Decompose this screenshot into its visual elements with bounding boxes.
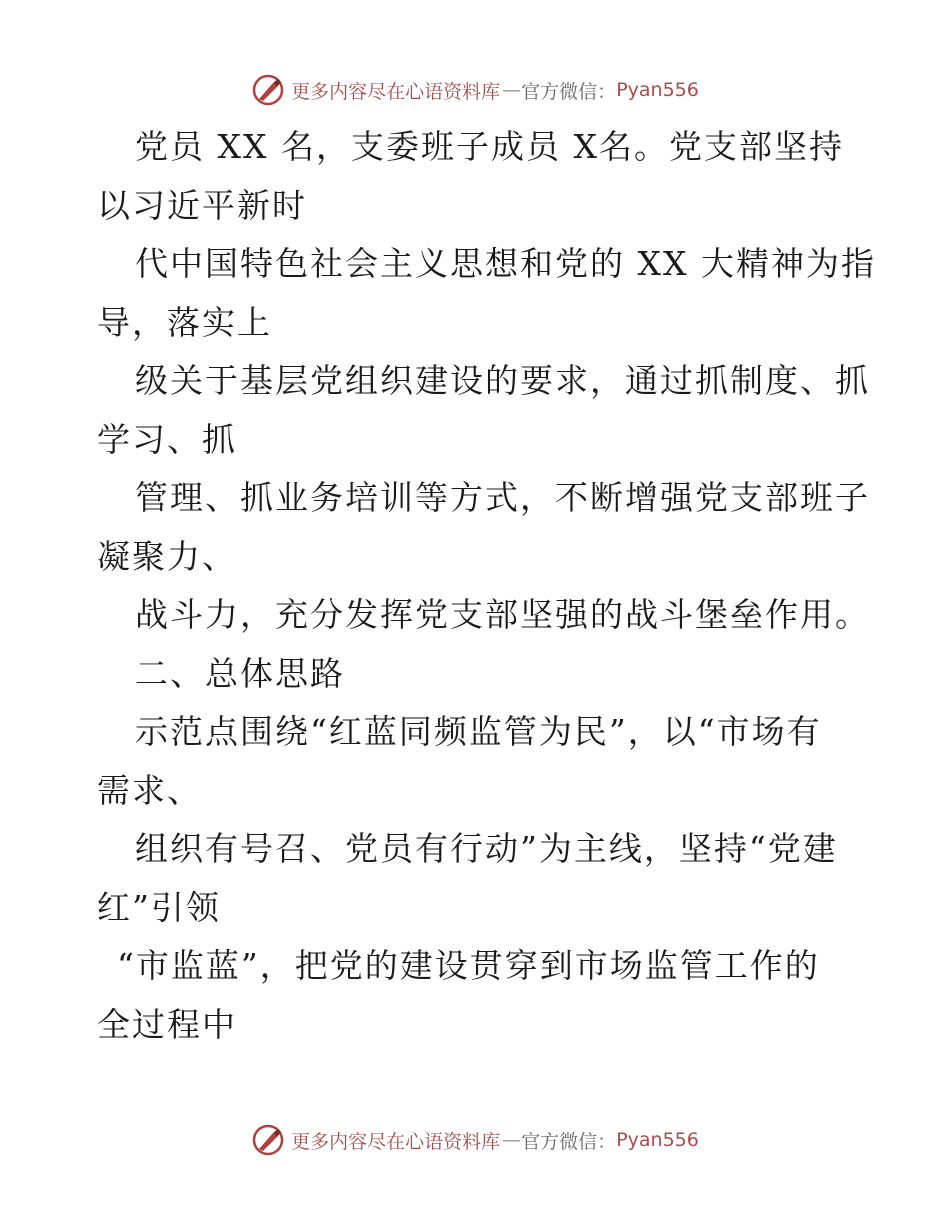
document-body <box>97 118 876 1054</box>
body-line: 战斗力，充分发挥党支部坚强的战斗堡垒作用。 <box>135 595 870 634</box>
watermark-id: Pyan556 <box>616 79 699 101</box>
pen-logo-icon <box>251 73 285 107</box>
body-line: 党员 XX 名，支委班子成员 X名。党支部坚持 <box>135 127 844 166</box>
body-line: 以习近平新时 <box>97 185 307 225</box>
watermark-text: 更多内容尽在心语资料库 <box>291 80 501 103</box>
section-heading: 二、总体思路 <box>135 653 345 693</box>
watermark-dash: — <box>502 79 520 101</box>
body-line: 学习、抓 <box>97 419 237 459</box>
watermark-dash: — <box>502 1129 520 1151</box>
body-line: 需求、 <box>97 770 202 810</box>
body-line: “市监蓝”，把党的建设贯穿到市场监管工作的 <box>117 946 820 985</box>
body-line: 级关于基层党组织建设的要求，通过抓制度、抓 <box>135 361 870 400</box>
body-line: 凝聚力、 <box>97 536 237 576</box>
watermark-text: 更多内容尽在心语资料库 <box>291 1130 501 1153</box>
watermark-id: Pyan556 <box>616 1129 699 1151</box>
body-line: 代中国特色社会主义思想和党的 XX 大精神为指 <box>135 244 876 283</box>
body-line: 全过程中 <box>97 1004 237 1044</box>
body-line: 红”引领 <box>97 887 221 927</box>
body-line: 组织有号召、党员有行动”为主线，坚持“党建 <box>135 829 838 868</box>
body-line: 导，落实上 <box>97 302 272 342</box>
footer-watermark <box>0 1120 950 1160</box>
watermark-official: 官方微信： <box>521 1130 617 1153</box>
body-line: 管理、抓业务培训等方式，不断增强党支部班子 <box>135 478 870 517</box>
pen-logo-icon <box>251 1123 285 1157</box>
watermark-official: 官方微信： <box>521 80 617 103</box>
header-watermark <box>0 70 950 110</box>
body-line: 示范点围绕“红蓝同频监管为民”，以“市场有 <box>135 712 822 751</box>
